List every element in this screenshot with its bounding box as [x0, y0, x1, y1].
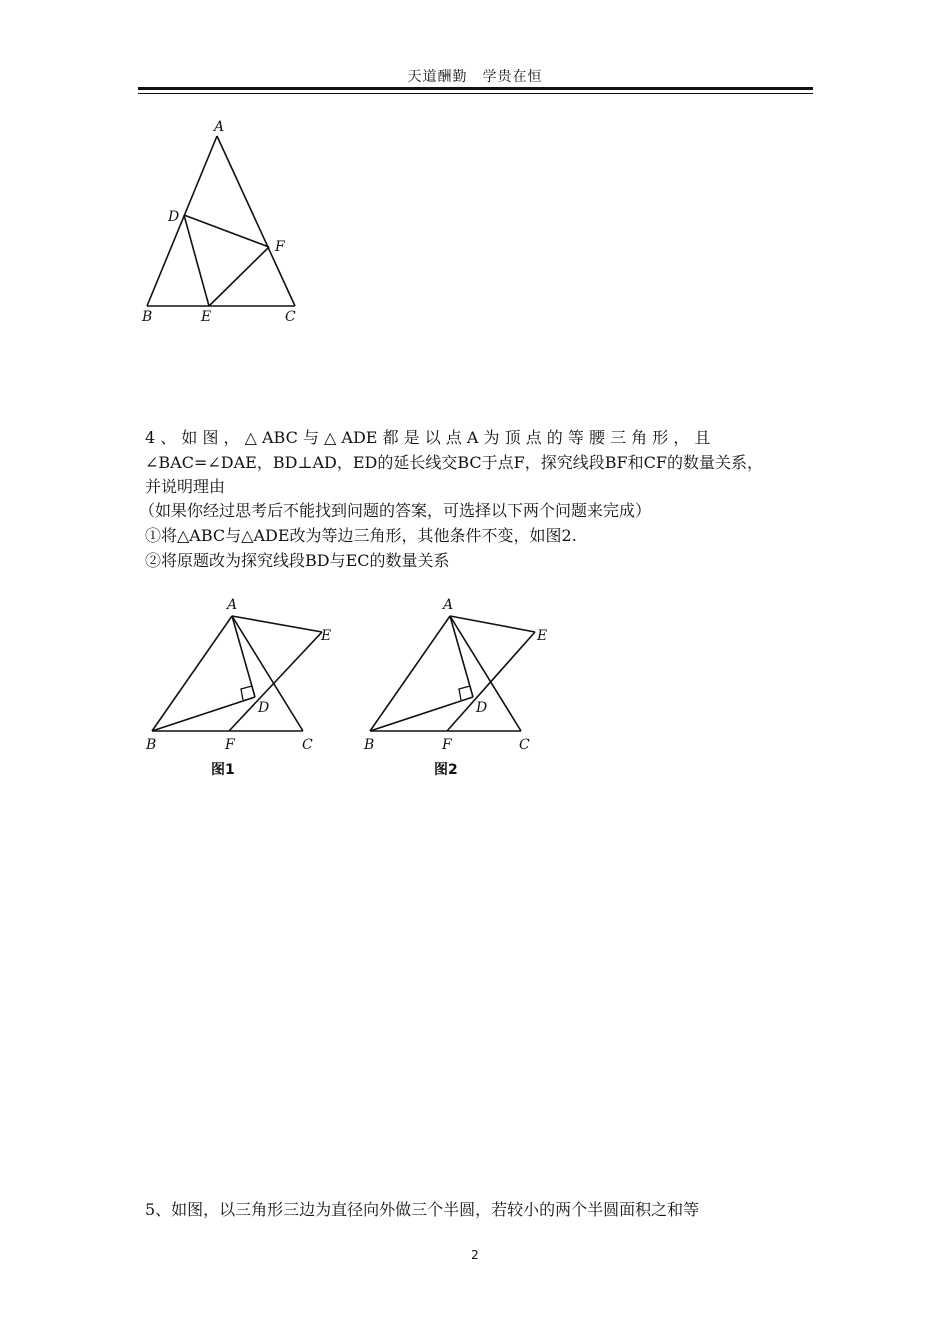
page-number: 2 — [471, 1248, 479, 1262]
header-rule-thin — [138, 93, 813, 94]
figure-2 — [358, 590, 568, 785]
figure-1-caption: 图1 — [211, 762, 235, 778]
vertex-f: F — [275, 239, 285, 255]
fig2-vertex-f: F — [442, 737, 452, 753]
problem-4-line-2: ∠BAC=∠DAE，BD⊥AD，ED的延长线交BC于点F，探究线段BF和CF的数量关系， — [145, 453, 763, 472]
fig2-vertex-e: E — [537, 628, 548, 644]
fig2-vertex-a: A — [443, 597, 454, 613]
fig2-vertex-d: D — [476, 700, 488, 716]
fig2-vertex-c: C — [519, 737, 530, 753]
fig1-vertex-b: B — [146, 737, 157, 753]
vertex-b: B — [142, 309, 153, 325]
vertex-e: E — [201, 309, 212, 325]
problem-4-hint: （如果你经过思考后不能找到问题的答案，可选择以下两个问题来完成） — [139, 501, 652, 520]
fig1-vertex-f: F — [225, 737, 235, 753]
header-text: 天道酬勤 学贵在恒 — [407, 69, 543, 85]
vertex-a: A — [214, 119, 225, 135]
figure-top — [130, 115, 320, 330]
vertex-c: C — [285, 309, 296, 325]
fig1-vertex-e: E — [321, 628, 332, 644]
header-rule-thick — [138, 87, 813, 90]
problem-4-option-1: ①将△ABC与△ADE改为等边三角形，其他条件不变，如图2. — [145, 526, 577, 545]
problem-4-line-3: 并说明理由 — [145, 477, 226, 496]
problem-5-line-1: 5、如图，以三角形三边为直径向外做三个半圆，若较小的两个半圆面积之和等 — [145, 1200, 700, 1219]
fig1-vertex-d: D — [258, 700, 270, 716]
fig2-vertex-b: B — [364, 737, 375, 753]
figure-2-caption: 图2 — [434, 762, 458, 778]
problem-4-line-1: 4 、 如 图 ， △ ABC 与 △ ADE 都 是 以 点 A 为 顶 点 的 等 腰 三 角 形 ， 且 — [145, 428, 711, 447]
fig1-vertex-a: A — [227, 597, 238, 613]
figure-1 — [140, 590, 350, 785]
fig1-vertex-c: C — [302, 737, 313, 753]
problem-4-option-2: ②将原题改为探究线段BD与EC的数量关系 — [145, 551, 450, 570]
vertex-d: D — [168, 209, 180, 225]
